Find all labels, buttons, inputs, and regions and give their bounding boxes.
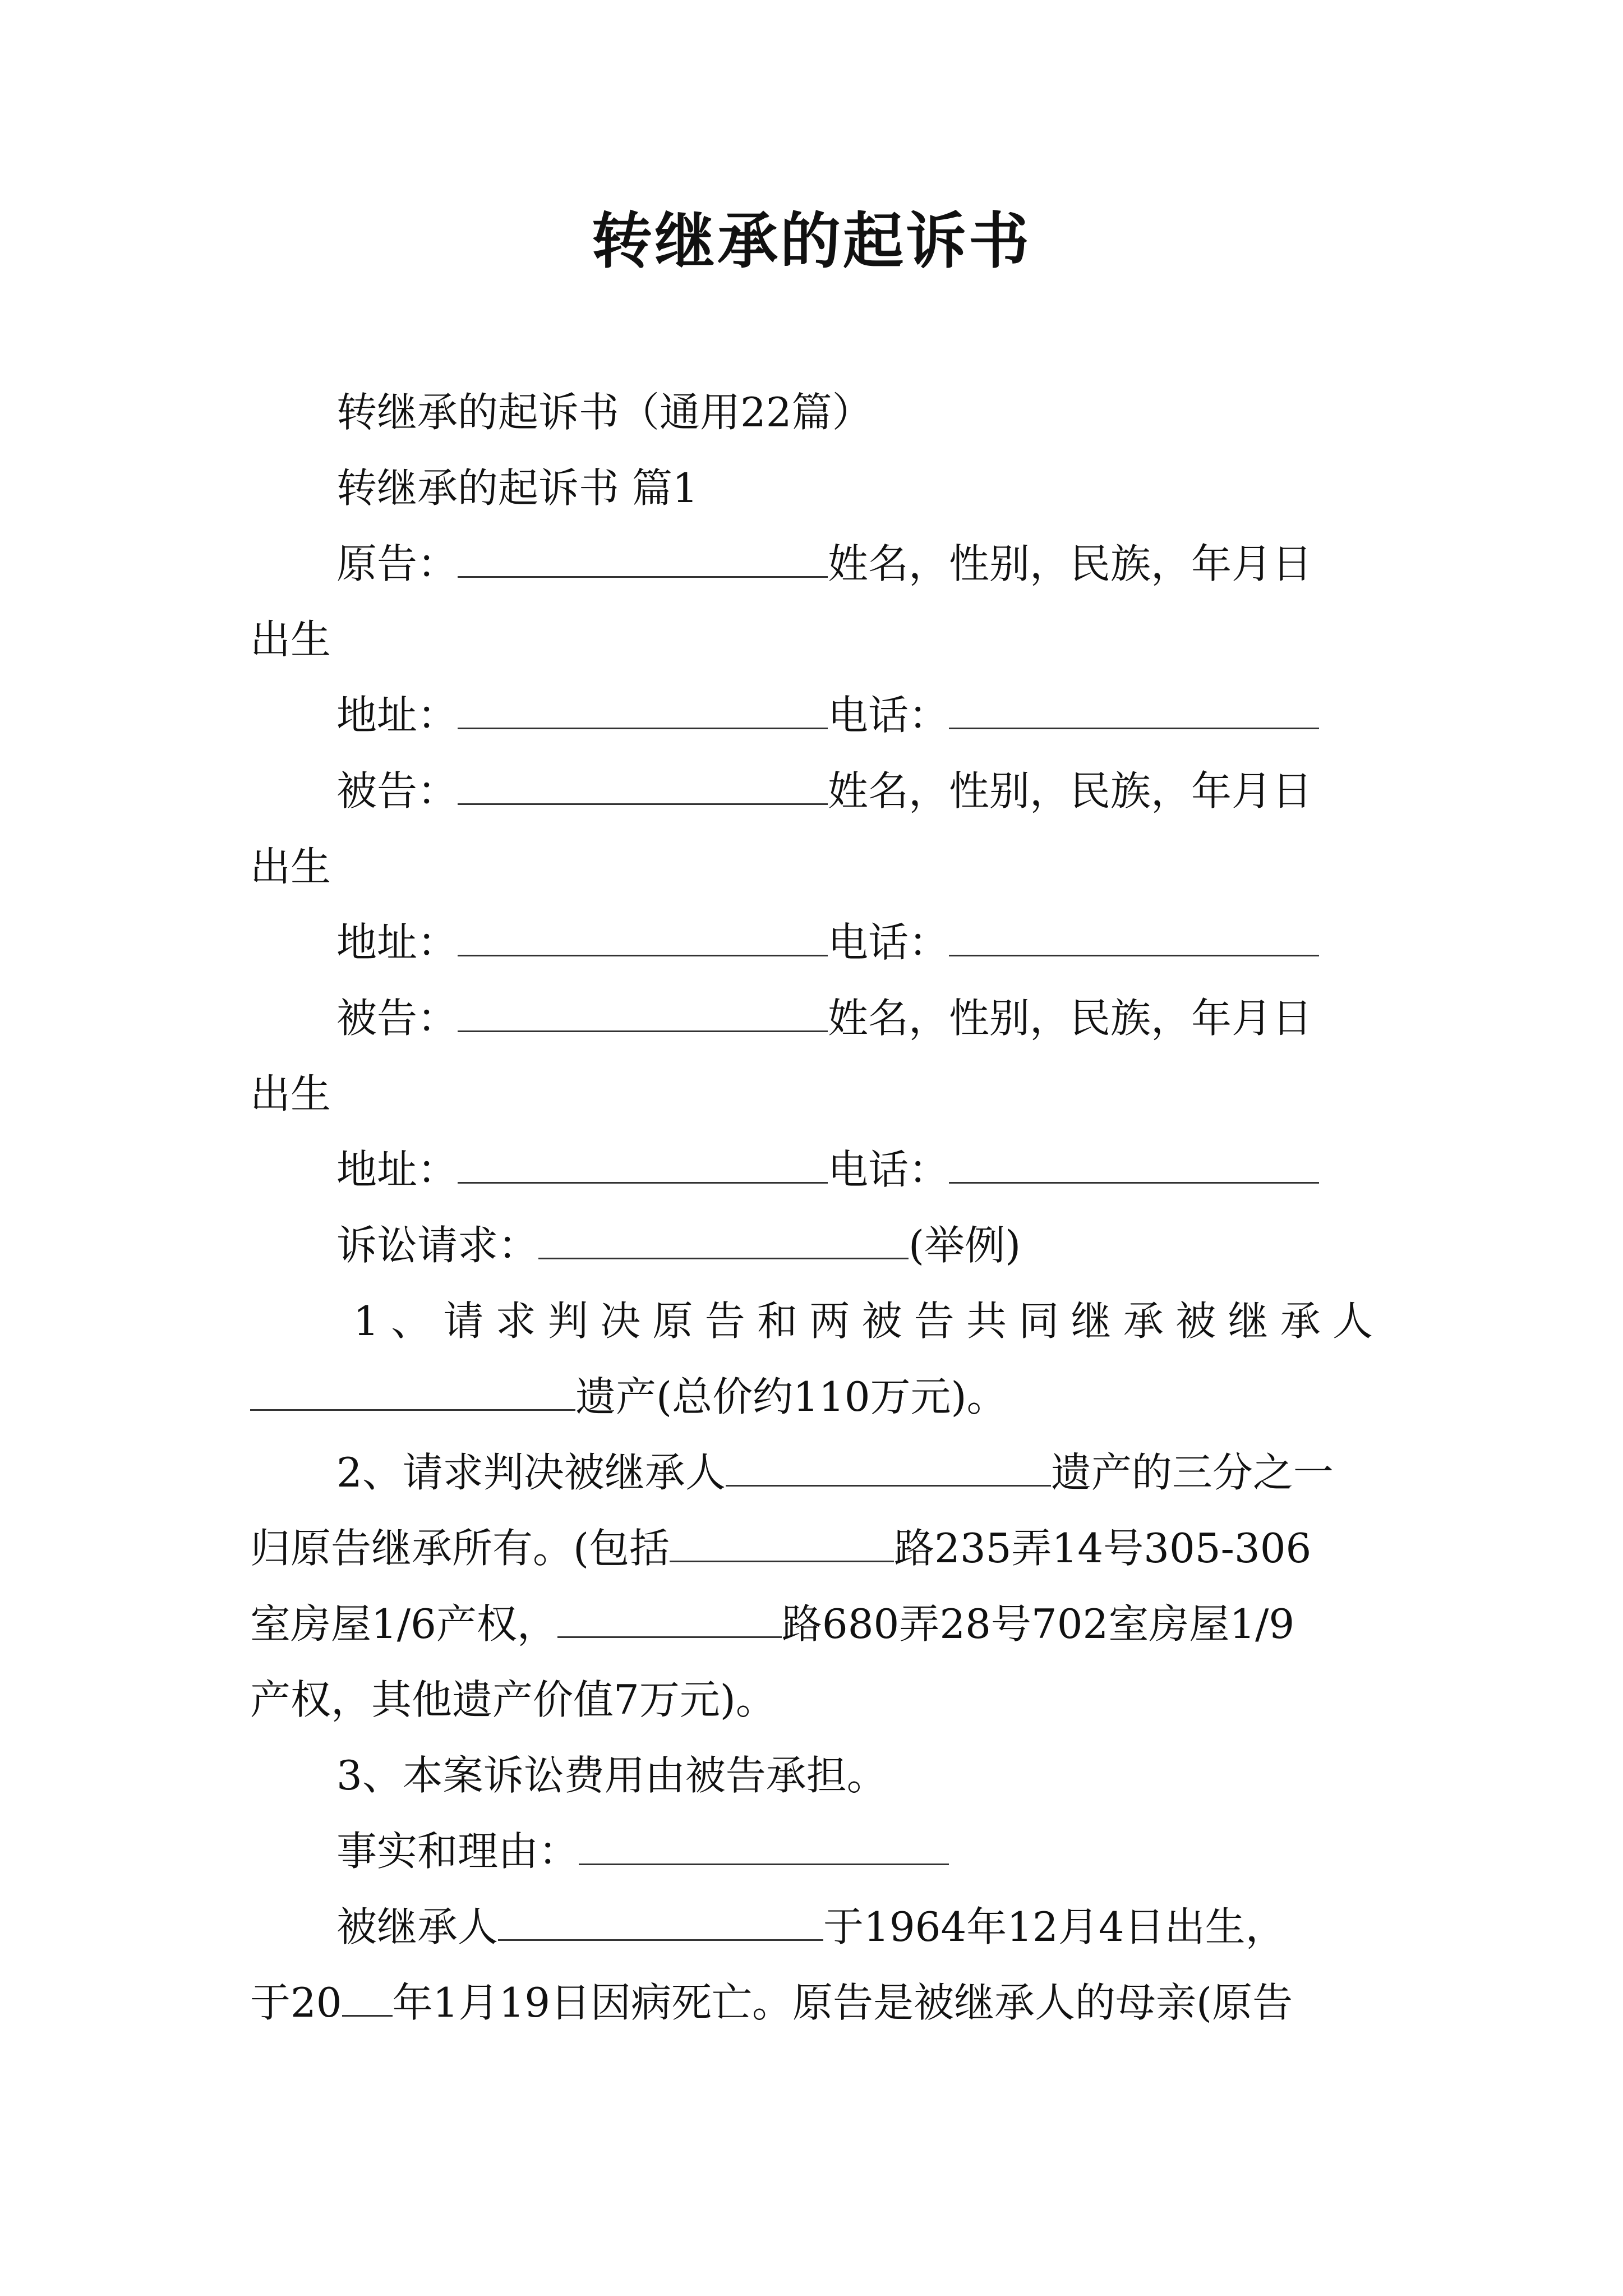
claim-1-line: 1、请求判决原告和两被告共同继承被继承人 <box>353 1297 1383 1345</box>
label: 电话： <box>828 1146 949 1193</box>
claim-1-cont <box>250 1366 1383 1428</box>
blank-field <box>458 766 828 805</box>
text: 姓名，性别，民族，年月日 <box>828 995 1313 1042</box>
document-title: 转继承的起诉书 <box>591 206 1031 277</box>
blank-field <box>670 1524 894 1562</box>
claim-2-line <box>336 1442 1383 1503</box>
text: 2、请求判决被继承人 <box>336 1449 726 1496</box>
text-line <box>250 1972 1383 2033</box>
text: 年1月19日因病死亡。原告是被继承人的母亲(原告 <box>392 1979 1293 2026</box>
label: 诉讼请求： <box>336 1222 539 1269</box>
label: 事实和理由： <box>336 1828 579 1875</box>
plaintiff-line <box>336 533 1383 595</box>
text-line <box>250 1593 1383 1655</box>
blank-field <box>949 1145 1319 1184</box>
blank-field <box>458 1145 828 1184</box>
blank-field <box>579 1826 949 1865</box>
text: 于1964年12月4日出生， <box>823 1903 1286 1950</box>
label: 地址： <box>336 919 458 966</box>
subtitle-line: 转继承的起诉书（通用22篇） <box>336 389 873 436</box>
blank-field <box>726 1448 1051 1487</box>
blank-field <box>949 918 1319 956</box>
label: 被告： <box>336 995 458 1042</box>
blank-field <box>498 1902 823 1941</box>
text: 姓名，性别，民族，年月日 <box>828 767 1313 815</box>
blank-field <box>458 918 828 956</box>
text: 姓名，性别，民族，年月日 <box>828 540 1313 587</box>
address-line <box>336 684 1383 746</box>
text: 归原告继承所有。(包括 <box>250 1525 670 1572</box>
text-line: 出生 <box>250 843 331 890</box>
text: 路680弄28号702室房屋1/9 <box>781 1600 1295 1648</box>
claim-3-line: 3、本案诉讼费用由被告承担。 <box>336 1752 887 1799</box>
text: 被继承人 <box>336 1903 499 1950</box>
text: (举例) <box>909 1222 1021 1269</box>
text: 遗产的三分之一 <box>1050 1449 1334 1496</box>
defendant-line <box>336 987 1383 1049</box>
blank-field <box>557 1599 782 1638</box>
text: 于20 <box>250 1979 342 2026</box>
label: 原告： <box>336 540 458 587</box>
section-heading: 转继承的起诉书 篇1 <box>336 464 698 512</box>
facts-line <box>336 1820 1383 1882</box>
blank-field <box>342 1978 393 2017</box>
label: 地址： <box>336 1146 458 1193</box>
label: 电话： <box>828 919 949 966</box>
text-line: 出生 <box>250 616 331 663</box>
text-line <box>250 1517 1383 1579</box>
blank-field <box>458 539 828 578</box>
label: 电话： <box>828 692 949 739</box>
address-line <box>336 912 1383 973</box>
blank-field <box>250 1372 575 1411</box>
address-line <box>336 1139 1383 1200</box>
label: 被告： <box>336 767 458 815</box>
blank-field <box>949 691 1319 729</box>
text-line: 产权，其他遗产价值7万元)。 <box>250 1676 776 1723</box>
blank-field <box>458 691 828 729</box>
label: 地址： <box>336 692 458 739</box>
text: 路235弄14号305-306 <box>894 1525 1312 1572</box>
blank-field <box>458 993 828 1032</box>
text: 遗产(总价约110万元)。 <box>575 1373 1007 1420</box>
text: 室房屋1/6产权， <box>250 1600 557 1648</box>
claims-line <box>336 1214 1383 1276</box>
defendant-line <box>336 760 1383 822</box>
text-line: 出生 <box>250 1070 331 1117</box>
blank-field <box>538 1221 909 1259</box>
text-line <box>336 1896 1383 1958</box>
